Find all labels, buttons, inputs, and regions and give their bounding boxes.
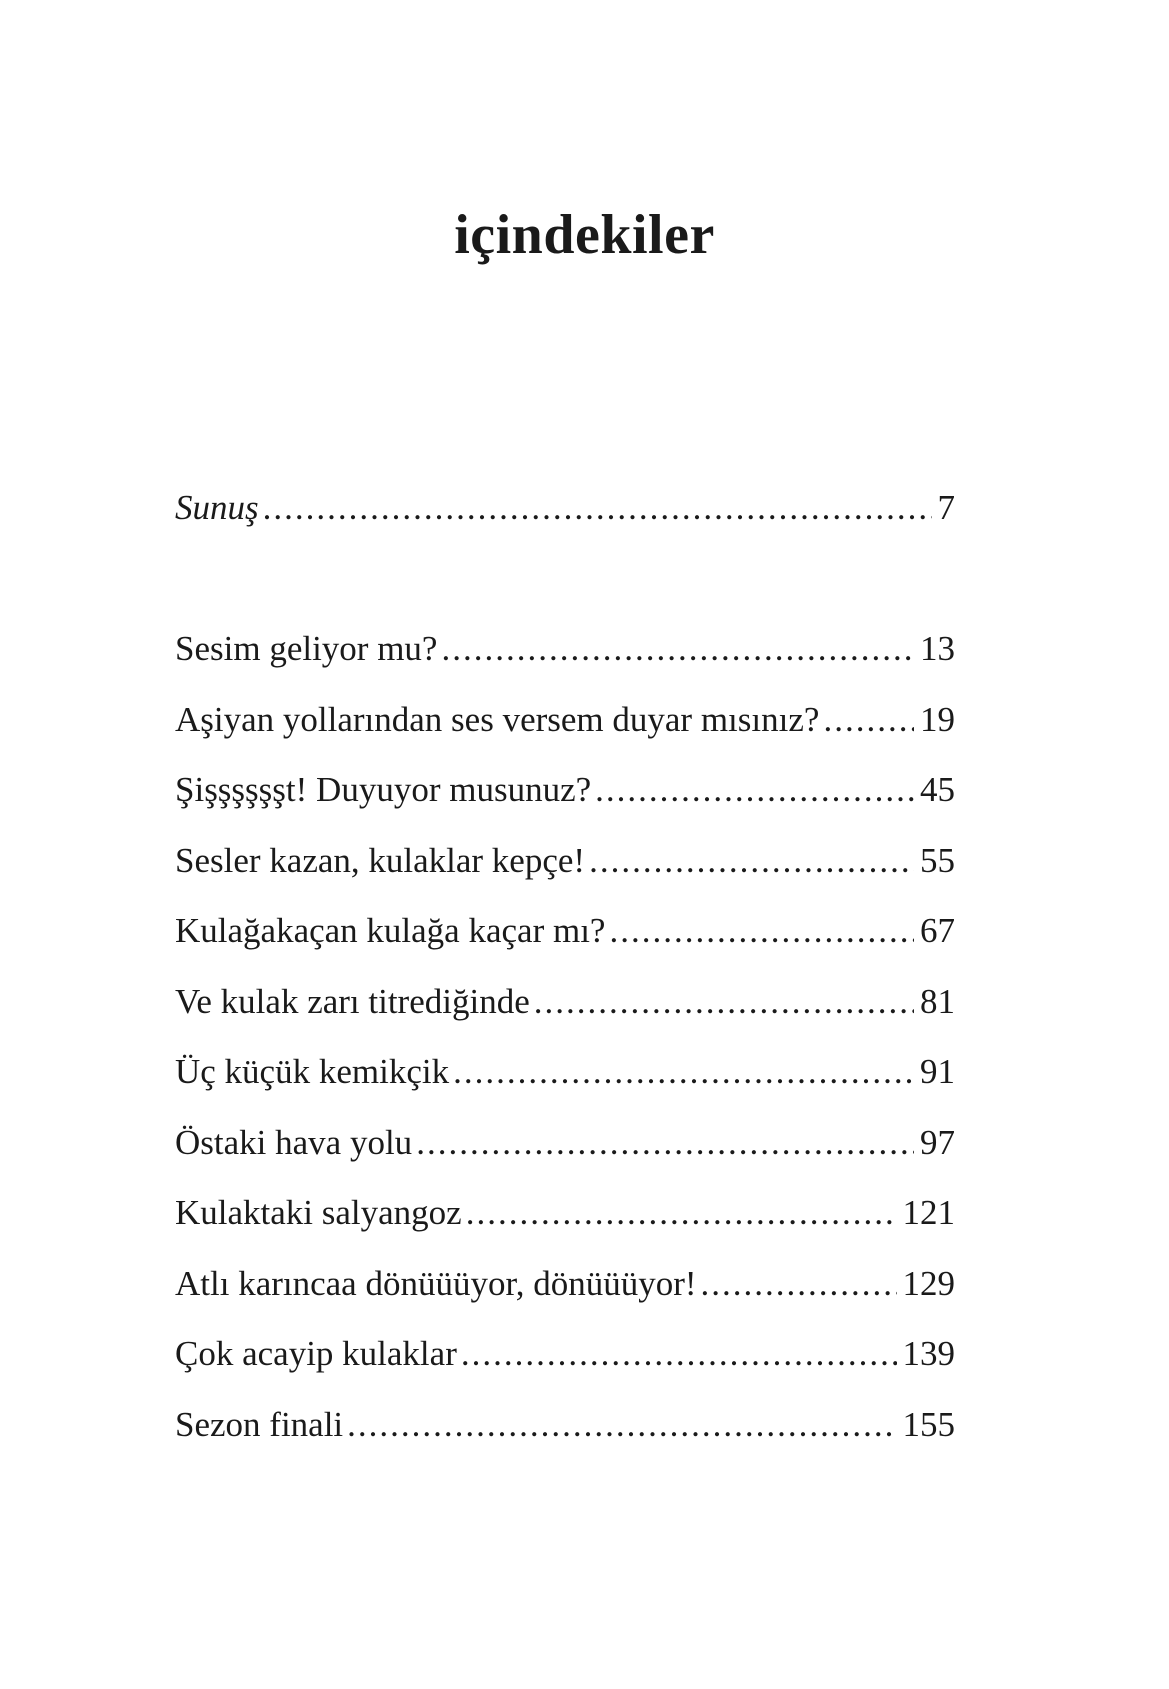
toc-entry-title: Sesler kazan, kulaklar kepçe! [175,840,586,880]
toc-entry [175,1329,955,1400]
page-title: içindekiler [454,204,715,266]
toc-entry-intro [175,483,955,554]
toc-entry-page: 55 [920,840,955,880]
toc-entry-title: Aşiyan yollarından ses versem duyar mısınız? [175,699,820,739]
toc-entry-title: Sunuş [175,488,259,527]
toc-entry [175,977,955,1048]
toc-dot-leader [466,1188,897,1238]
toc-entry-page: 7 [937,488,955,527]
toc-entry-page: 81 [920,981,955,1021]
toc-entry [175,765,955,836]
toc-dot-leader [263,483,932,533]
toc-entry-page: 121 [902,1193,955,1232]
toc-entry-title: Kulaktaki salyangoz [175,1193,462,1232]
toc-dot-leader [823,695,914,745]
toc-entry-title: Şişşşşşşt! Duyuyor musunuz? [175,770,592,809]
toc-dot-leader [595,765,914,815]
toc-entry-title: Ve kulak zarı titrediğinde [175,981,530,1021]
toc-entry [175,1047,955,1118]
toc-entry-page: 97 [920,1122,955,1162]
toc-entry [175,1259,955,1330]
toc-entry-title: Kulağakaçan kulağa kaçar mı? [175,911,606,950]
toc-dot-leader [589,836,914,886]
toc-entry-title: Sesim geliyor mu? [175,629,438,668]
toc-dot-leader [461,1329,897,1379]
toc-entry-page: 67 [920,911,955,950]
toc-entry-title: Üç küçük kemikçik [175,1052,450,1091]
toc-entry-page: 45 [920,770,955,809]
toc-entry [175,1400,955,1471]
toc-entry [175,836,955,907]
toc-entry-title: Atlı karıncaa dönüüüyor, dönüüüyor! [175,1263,697,1303]
toc-entry [175,1188,955,1259]
toc-dot-leader [701,1259,897,1309]
toc-entry [175,695,955,766]
toc-entry-page: 13 [920,629,955,668]
toc-entry-page: 129 [902,1263,955,1303]
toc-entry-page: 155 [902,1404,955,1444]
toc-dot-leader [453,1047,914,1097]
toc-dot-leader [441,624,914,674]
toc-entry [175,624,955,695]
toc-entry-page: 19 [920,699,955,739]
toc-dot-leader [609,906,914,956]
toc-entry-title: Çok acayip kulaklar [175,1334,457,1373]
toc-dot-leader [416,1118,914,1168]
toc-entry [175,906,955,977]
toc-entry-title: Sezon finali [175,1404,344,1444]
toc-dot-leader [347,1400,896,1450]
toc-entry-page: 139 [902,1334,955,1373]
toc-dot-leader [534,977,914,1027]
toc-entry [175,1118,955,1189]
toc-entry-page: 91 [920,1052,955,1091]
toc-entry-title: Östaki hava yolu [175,1122,413,1162]
toc-intro-list [175,483,955,554]
toc-chapter-list [175,624,955,1470]
